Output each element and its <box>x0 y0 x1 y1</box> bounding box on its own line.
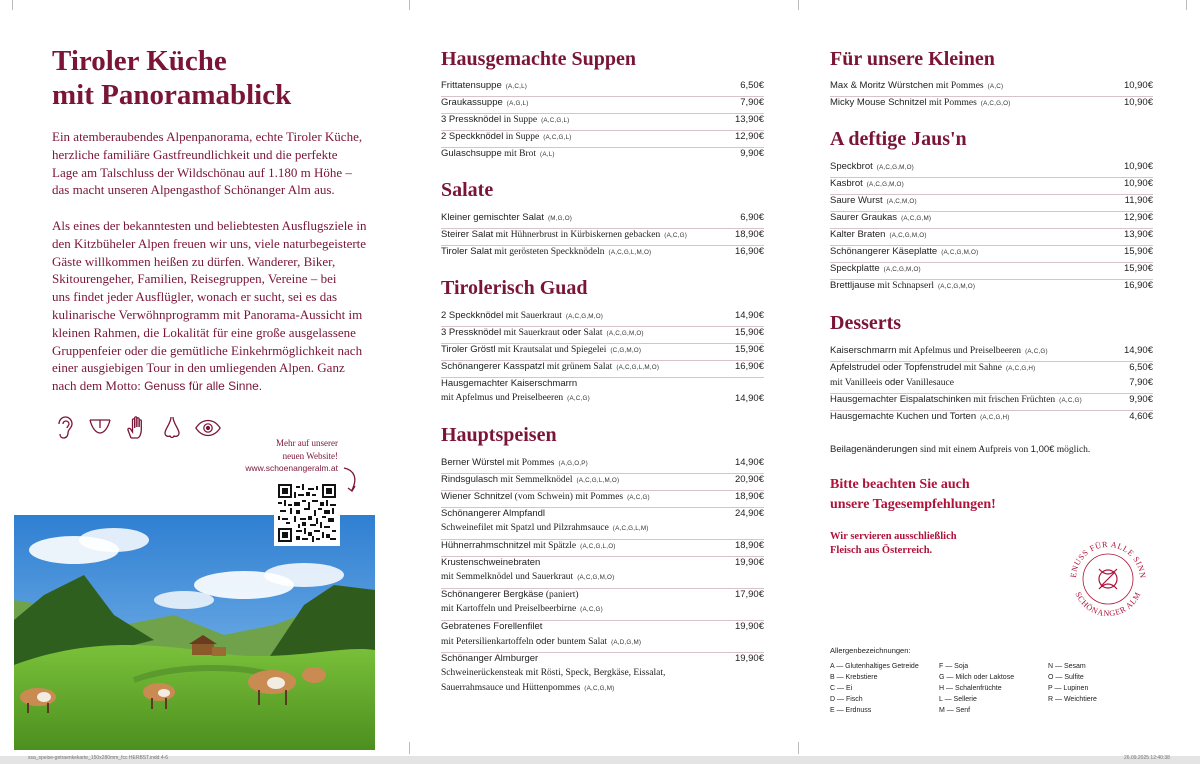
dish-name: 3 Pressknödel <box>441 114 502 125</box>
price: 18,90€ <box>734 229 764 240</box>
crop-mark <box>12 0 13 10</box>
allergen-entry: L — Sellerie <box>939 696 977 703</box>
dish-side: Schweinefilet mit Spatzl und Pilzrahmsauce <box>441 523 609 533</box>
dish-name: Hühnerrahmschnitzel <box>441 540 531 551</box>
intro-text: kulinarische Verwöhnprogramm mit Panorama-Aussicht im <box>52 306 363 322</box>
dish-side: mit frischen Früchten <box>971 395 1056 405</box>
menu-item <box>441 131 764 148</box>
allergen-entry: E — Erdnuss <box>830 707 872 714</box>
crop-mark <box>409 0 410 10</box>
price: 16,90€ <box>734 361 764 372</box>
austrian-meat-note <box>830 530 957 558</box>
price: 13,90€ <box>734 114 764 125</box>
price: 16,90€ <box>734 246 764 257</box>
section-title-hauptspeisen: Hauptspeisen <box>441 424 557 446</box>
dish-name: Schönanger Almburger <box>441 653 539 664</box>
dish-name: Saurer Graukas <box>830 212 898 223</box>
section-title-guad: Tirolerisch Guad <box>441 277 588 299</box>
or-word: oder <box>884 377 904 388</box>
dish-side: mit grünem Salat <box>544 362 613 372</box>
price: 15,90€ <box>734 327 764 338</box>
menu-item <box>441 246 764 262</box>
menu-column-middle <box>441 46 764 746</box>
nose-icon <box>158 414 186 442</box>
allergen-entry: P — Lupinen <box>1048 685 1089 692</box>
dish-side: mit Schnapserl <box>874 281 934 291</box>
menu-item <box>441 589 764 621</box>
allergens: (A,C,G) <box>567 395 590 402</box>
slug-right: 26.09.2025 12:40:38 <box>1124 755 1170 761</box>
price: 14,90€ <box>734 457 764 468</box>
allergen-entry: A — Glutenhaltiges Getreide <box>830 663 919 670</box>
section-title-desserts: Desserts <box>830 312 902 334</box>
price: 10,90€ <box>1123 178 1153 189</box>
seal-top-text: ENUSS FÜR ALLE SINN <box>1068 539 1148 580</box>
price: 17,90€ <box>734 589 764 600</box>
allergens: (A,C,G,M,O) <box>889 232 927 239</box>
dish-name: Hausgemachter Kaiserschmarrn <box>441 378 578 389</box>
allergens: (A,C,G,H) <box>1005 365 1036 372</box>
bottom-bar <box>0 756 1200 764</box>
crop-mark <box>798 742 799 754</box>
dish-side: mit Semmelknödel <box>498 475 573 485</box>
allergens: (A,C,G,M,O) <box>938 283 976 290</box>
dish-side: mit Apfelmus und Preiselbeeren <box>896 346 1022 356</box>
allergens: (A,C,G,M,O) <box>565 313 604 320</box>
allergens: (A,C,G,M) <box>584 685 615 692</box>
dish-side: Vanillesauce <box>903 378 954 388</box>
intro-text: den Kitzbüheler Alpen freuen wir uns, viele naturbegeisterte <box>52 235 367 251</box>
allergen-entry: M — Senf <box>939 707 971 714</box>
section-title-salate: Salate <box>441 179 494 201</box>
dish-name: Wiener Schnitzel <box>441 491 513 502</box>
allergen-entry: O — Sulfite <box>1048 674 1084 681</box>
allergens: (A,C,G,O) <box>980 100 1011 107</box>
intro-text: das macht unseren Alpengasthof Schönanger Alm aus. <box>52 182 335 198</box>
dish-name: Steirer Salat <box>441 229 494 240</box>
allergen-entry: B — Krebstiere <box>830 674 878 681</box>
dish-name: Kaiserschmarrn <box>830 345 897 356</box>
allergens: (A,C,G,M,O) <box>883 266 921 273</box>
price: 10,90€ <box>1123 97 1153 108</box>
allergens: (A,C,G) <box>1059 397 1082 404</box>
allergens: (A,C,G) <box>1025 348 1048 355</box>
menu-item <box>830 161 1153 178</box>
menu-item <box>441 310 764 327</box>
dish-name: Berner Würstel <box>441 457 505 468</box>
allergens: (A,C,G,L,O) <box>580 543 616 550</box>
price: 11,90€ <box>1124 195 1153 206</box>
dish-name: Micky Mouse Schnitzel <box>830 97 927 108</box>
allergen-entry: C — Ei <box>830 685 853 692</box>
dish-name: Schönangerer Almpfandl <box>441 508 546 519</box>
menu-item <box>830 411 1153 427</box>
allergen-entry: H — Schalenfrüchte <box>939 685 1002 692</box>
curved-arrow-icon <box>340 466 362 499</box>
seal-bottom-text: SCHÖNANGER ALM <box>1073 590 1143 619</box>
dish-name: Speckbrot <box>830 161 873 172</box>
page-title <box>52 44 291 112</box>
intro-text: Skitourengeher, Familien, Reisegruppen, Vereine – bei <box>52 271 337 287</box>
intro-text: Ein atemberaubendes Alpenpanorama, echte Tiroler Küche, <box>52 129 363 144</box>
logo-seal <box>1063 534 1153 624</box>
allergens: (A,C) <box>987 83 1004 90</box>
price: 15,90€ <box>734 344 764 355</box>
dish-name: Saure Wurst <box>830 195 883 206</box>
meat-line: Wir servieren ausschließlich <box>830 531 957 542</box>
website-link[interactable]: www.schoenangeralm.at <box>245 463 338 473</box>
allergen-title: Allergenbezeichnungen: <box>830 646 911 655</box>
allergen-entry: N — Sesam <box>1048 663 1086 670</box>
eye-icon <box>194 414 222 442</box>
dish-side: mit Vanilleeis <box>830 378 885 388</box>
price: 7,90€ <box>1129 377 1153 388</box>
senses-icons <box>50 414 222 442</box>
allergens: (A,C,G,M,O) <box>866 181 904 188</box>
menu-item <box>830 97 1153 113</box>
or-word: oder <box>882 362 902 373</box>
menu-item <box>441 540 764 557</box>
dish-name: Hausgemachter Eispalatschinken <box>830 394 971 405</box>
allergens: (A,G,L) <box>506 100 529 107</box>
price: 20,90€ <box>734 474 764 485</box>
price: 18,90€ <box>734 491 764 502</box>
menu-item <box>830 80 1153 97</box>
dish-name: Schönangerer Käseplatte <box>830 246 938 257</box>
section-title-kleine: Für unsere Kleinen <box>830 48 995 70</box>
allergen-entry: D — Fisch <box>830 696 863 703</box>
price: 19,90€ <box>734 557 764 568</box>
allergens: (A,C,G,M) <box>901 215 932 222</box>
allergens: (A,C,M,O) <box>886 198 917 205</box>
menu-item <box>441 148 764 164</box>
price: 14,90€ <box>734 310 764 321</box>
dish-side: mit gerösteten Speckknödeln <box>491 247 605 257</box>
menu-item <box>441 508 764 540</box>
price: 9,90€ <box>740 148 764 159</box>
menu-item <box>830 229 1153 246</box>
dish-name: Speckplatte <box>830 263 880 274</box>
dish-side: mit Spätzle <box>530 541 577 551</box>
intro-text: herzliche familiäre Gastfreundlichkeit und die perfekte <box>52 146 338 162</box>
menu-item <box>441 212 764 229</box>
intro-text: kleinen Rahmen, die Lokalität für eine große ausgelassene <box>52 324 356 340</box>
menu-item <box>830 246 1153 263</box>
allergens: (A,C,G) <box>627 494 650 501</box>
side-dish-note <box>830 444 1090 455</box>
menu-item <box>441 114 764 131</box>
crop-mark <box>1186 0 1187 10</box>
allergens: (A,L) <box>540 151 555 158</box>
section-title-suppen: Hausgemachte Suppen <box>441 48 637 70</box>
dish-side: in Suppe <box>501 115 538 125</box>
menu-item <box>441 344 764 361</box>
website-line-1: Mehr auf unserer <box>276 438 338 448</box>
title-line-2: mit Panoramablick <box>52 79 292 111</box>
dish-side: mit Pommes <box>933 81 984 91</box>
dish-name: Gebratenes Forellenfilet <box>441 621 543 632</box>
price: 6,50€ <box>740 80 764 91</box>
landscape-photo <box>14 515 375 750</box>
price: 15,90€ <box>1123 263 1153 274</box>
allergen-entry: R — Weichtiere <box>1048 696 1097 703</box>
dish-name: Gulaschsuppe <box>441 148 502 159</box>
dish-name: Schönangerer Bergkäse <box>441 589 544 600</box>
dish-side: mit Pommes <box>504 458 555 468</box>
menu-item <box>830 394 1153 411</box>
allergen-entry: F — Soja <box>939 663 969 670</box>
intro-text: einer ausgiebigen Tour in den umliegenden Alpen. Ganz <box>52 360 345 376</box>
price: 24,90€ <box>734 508 764 519</box>
price: 9,90€ <box>1129 394 1153 405</box>
dish-side: mit Krautsalat und Spiegelei <box>495 345 607 355</box>
website-line-2: neuen Website! <box>282 450 338 461</box>
dish-side: (paniert) <box>543 590 579 600</box>
intro-text: Lage am Talschluss der Wildschönau auf 1.180 m Höhe – <box>52 164 352 180</box>
note-text: 1,00€ <box>1030 444 1055 455</box>
allergens: (A,C,G,H) <box>980 414 1010 421</box>
menu-item <box>441 327 764 344</box>
hint-line: Bitte beachten Sie auch <box>830 477 970 492</box>
price: 10,90€ <box>1123 80 1153 91</box>
dish-name: Max & Moritz Würstchen <box>830 80 934 91</box>
allergens: (A,G,O,P) <box>558 460 588 467</box>
allergens: (A,C,G) <box>580 606 603 613</box>
intro-text: nach dem Motto: <box>52 378 145 394</box>
menu-item <box>830 280 1153 296</box>
price: 14,90€ <box>1123 345 1153 356</box>
note-text: sind mit einem Aufpreis von <box>917 445 1031 455</box>
dish-side: Sauerrahmsauce und Hüttenpommes <box>441 683 581 693</box>
mouth-icon <box>86 414 114 442</box>
dish-name: Tiroler Salat <box>441 246 492 257</box>
price: 18,90€ <box>734 540 764 551</box>
menu-item <box>441 80 764 97</box>
allergen-entry <box>1048 705 1158 716</box>
dish-name: 3 Pressknödel <box>441 327 502 338</box>
intro-paragraph-1 <box>52 128 382 199</box>
allergens: (A,C,L) <box>505 83 528 90</box>
menu-item <box>830 263 1153 280</box>
crop-mark <box>409 742 410 754</box>
dish-side: mit Sauerkraut <box>503 311 562 321</box>
intro-text: Gruppenfeier oder die gemütliche Einkehrmöglichkeit nach <box>52 342 363 358</box>
price: 6,50€ <box>1129 362 1153 373</box>
dish-side: mit Brot <box>501 149 537 159</box>
note-text: möglich. <box>1054 445 1091 455</box>
slug-left: ssa_speise-getraenkekarte_150x280mm_fcc HERBST.indd 4-6 <box>28 755 169 761</box>
dish-name: Graukassuppe <box>441 97 503 108</box>
website-hint <box>245 437 338 475</box>
dish-name: 2 Speckknödel <box>441 310 504 321</box>
menu-item <box>441 653 764 699</box>
or-word: oder <box>535 636 555 647</box>
dish-side: (vom Schwein) mit Pommes <box>512 492 624 502</box>
price: 19,90€ <box>734 653 764 664</box>
menu-item <box>441 229 764 246</box>
crop-mark <box>798 0 799 10</box>
allergens: (A,C,G,M,O) <box>941 249 979 256</box>
allergens: (A,D,G,M) <box>611 639 642 646</box>
section-title-jause: A deftige Jaus'n <box>830 128 967 150</box>
dish-name: Hausgemachte Kuchen und Torten <box>830 411 977 422</box>
menu-item <box>441 474 764 491</box>
allergens: (A,C,G) <box>664 232 688 239</box>
menu-item <box>441 557 764 589</box>
menu-item <box>830 212 1153 229</box>
menu-item <box>441 378 764 409</box>
allergens: (C,G,M,O) <box>610 347 642 354</box>
allergens: (A,C,G,L) <box>543 134 572 141</box>
title-line-1: Tiroler Küche <box>52 45 227 77</box>
dish-name: Topfenstrudel <box>901 362 962 373</box>
allergens: (A,C,G,L,M,O) <box>616 364 660 371</box>
ear-icon <box>50 414 78 442</box>
dish-name: Rindsgulasch <box>441 474 499 485</box>
dish-name: Kasbrot <box>830 178 863 189</box>
qr-code[interactable] <box>274 480 340 546</box>
dish-name: Schönangerer Kasspatzl <box>441 361 545 372</box>
dish-side: mit Semmelknödel und Sauerkraut <box>441 572 574 582</box>
svg-text:GENUSS FÜR ALLE SINNE <box>1063 534 1147 579</box>
dish-side: mit Kartoffeln und Preiselbeerbirne <box>441 604 577 614</box>
dish-side: Schweinerückensteak mit Rösti, Speck, Bergkäse, Eissalat, <box>441 668 666 678</box>
price: 10,90€ <box>1123 161 1153 172</box>
menu-item <box>441 621 764 653</box>
dish-side: mit Sahne <box>961 363 1002 373</box>
dish-name: Tiroler Gröstl <box>441 344 496 355</box>
price: 16,90€ <box>1123 280 1153 291</box>
dish-side: mit Petersilienkartoffeln <box>441 637 536 647</box>
price: 4,60€ <box>1129 411 1153 422</box>
menu-item <box>441 97 764 114</box>
price: 12,90€ <box>1123 212 1153 223</box>
allergen-legend <box>830 661 1158 716</box>
dish-name: Brettljause <box>830 280 875 291</box>
price: 14,90€ <box>734 393 764 404</box>
allergens: (A,C,G,L,M,O) <box>608 249 652 256</box>
dish-side: buntem Salat <box>554 637 608 647</box>
price: 13,90€ <box>1123 229 1153 240</box>
menu-item <box>830 362 1153 394</box>
dish-side: in Suppe <box>503 132 540 142</box>
allergens: (A,C,G,L,M) <box>612 525 649 532</box>
price: 12,90€ <box>734 131 764 142</box>
menu-item <box>830 195 1153 212</box>
dish-name: Apfelstrudel <box>830 362 883 373</box>
dish-side: mit Apfelmus und Preiselbeeren <box>441 393 564 403</box>
menu-item <box>441 361 764 378</box>
dish-name: Frittatensuppe <box>441 80 502 91</box>
or-word: oder <box>562 327 582 338</box>
note-text: Beilagenänderungen <box>830 444 918 455</box>
price: 7,90€ <box>740 97 764 108</box>
menu-item <box>441 491 764 508</box>
allergen-entry: G — Milch oder Laktose <box>939 674 1015 681</box>
menu-item <box>830 345 1153 362</box>
dish-name: 2 Speckknödel <box>441 131 504 142</box>
dish-side: mit Pommes <box>926 98 977 108</box>
menu-item <box>830 178 1153 195</box>
hand-icon <box>122 414 150 442</box>
allergens: (A,C,G,L) <box>541 117 570 124</box>
dish-name: Krustenschweinebraten <box>441 557 541 568</box>
allergens: (M,G,O) <box>547 215 573 222</box>
intro-text: Als eines der bekanntesten und beliebtesten Ausflugsziele in <box>52 218 367 233</box>
dish-side: mit Hühnerbrust in Kürbiskernen gebacken <box>493 230 661 240</box>
allergens: (A,C,G,M,O) <box>876 164 914 171</box>
hint-line: unsere Tagesempfehlungen! <box>830 497 996 512</box>
dish-name: Kleiner gemischter Salat <box>441 212 544 223</box>
allergens: (A,C,G,L,M,O) <box>576 477 620 484</box>
dish-name: Kalter Braten <box>830 229 886 240</box>
dish-side: mit Sauerkraut <box>501 328 563 338</box>
meat-line: Fleisch aus Österreich. <box>830 545 933 556</box>
motto: Genuss für alle Sinne. <box>144 379 263 394</box>
dish-side: Salat <box>581 328 603 338</box>
intro-text: uns findet jeder Ausflügler, wonach er sucht, sei es das <box>52 289 338 305</box>
price: 19,90€ <box>734 621 764 632</box>
menu-column-right <box>830 46 1153 426</box>
intro-text: Gäste willkommen heißen zu dürfen. Wanderer, Biker, <box>52 253 336 269</box>
daily-recommendation-hint <box>830 475 996 515</box>
price: 15,90€ <box>1123 246 1153 257</box>
intro-paragraph-2 <box>52 217 382 396</box>
menu-item <box>441 457 764 474</box>
price: 6,90€ <box>740 212 764 223</box>
allergens: (A,C,G,M,O) <box>577 574 615 581</box>
allergens: (A,C,G,M,O) <box>606 330 644 337</box>
